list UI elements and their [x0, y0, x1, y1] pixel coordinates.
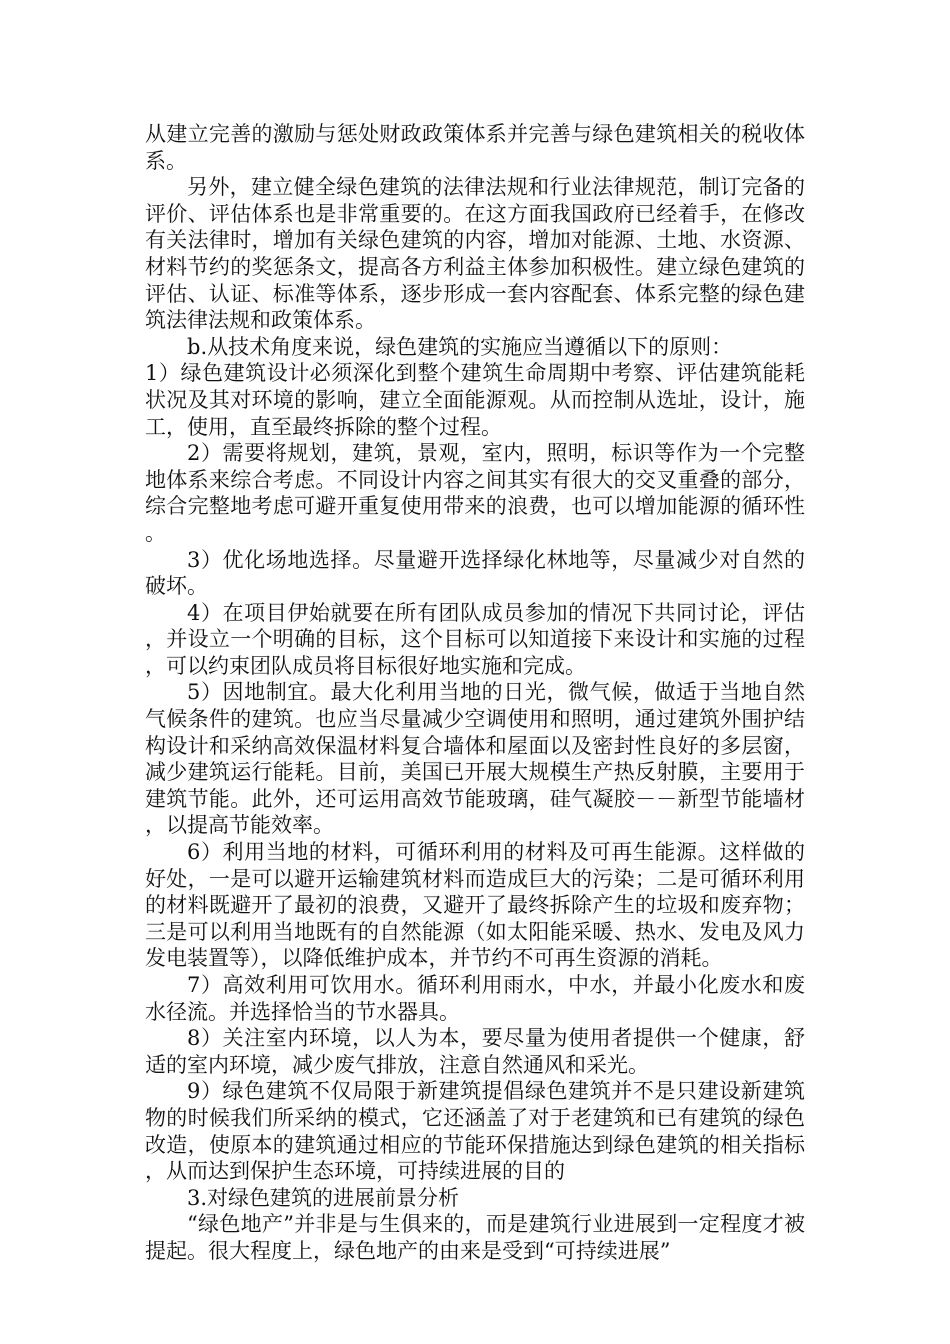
paragraph-principle-8: 8）关注室内环境，以人为本，要尽量为使用者提供一个健康，舒适的室内环境，减少废气排放，注意自然通风和采光。 — [145, 1026, 805, 1077]
paragraph-principle-4: 4）在项目伊始就要在所有团队成员参加的情况下共同讨论，评估，并设立一个明确的目标，这个目标可以知道接下来设计和实施的过程，可以约束团队成员将目标很好地实施和完成。 — [145, 600, 805, 678]
paragraph-principle-9: 9）绿色建筑不仅局限于新建筑提倡绿色建筑并不是只建设新建筑物的时候我们所采纳的模式，它还涵盖了对于老建筑和已有建筑的绿色改造，使原本的建筑通过相应的节能环保措施达到绿色建筑的相关指标，从而达到保护生态环境，可持续进展的目的 — [145, 1079, 805, 1184]
paragraph-principle-3: 3）优化场地选择。尽量避开选择绿化林地等，尽量减少对自然的破坏。 — [145, 547, 805, 599]
paragraph-tax-system: 从建立完善的激励与惩处财政政策体系并完善与绿色建筑相关的税收体系。 — [145, 122, 805, 173]
paragraph-legal-framework: 另外，建立健全绿色建筑的法律法规和行业法律规范，制订完备的评价、评估体系也是非常重要的。在这方面我国政府已经着手，在修改有关法律时，增加有关绿色建筑的内容，增加对能源、土地、水资源、材料节约的奖惩条文，提高各方利益主体参加积极性。建立绿色建筑的评估、认证、标准等体系，逐步形成一套内容配套、体系完整的绿色建筑法律法规和政策体系。 — [145, 175, 805, 333]
paragraph-principle-5: 5）因地制宜。最大化利用当地的日光，微气候，做适于当地自然气候条件的建筑。也应当尽量减少空调使用和照明，通过建筑外围护结构设计和采纳高效保温材料复合墙体和屋面以及密封性良好的多层窗，减少建筑运行能耗。目前，美国已开展大规模生产热反射膜，主要用于建筑节能。此外，还可运用高效节能玻璃，硅气凝胶－－新型节能墙材，以提高节能效率。 — [145, 680, 805, 838]
paragraph-principle-2: 2）需要将规划，建筑，景观，室内，照明，标识等作为一个完整地体系来综合考虑。不同设计内容之间其实有很大的交叉重叠的部分，综合完整地考虑可避开重复使用带来的浪费，也可以增加能源的循环性。 — [145, 441, 805, 545]
paragraph-technical-principles-intro: b.从技术角度来说，绿色建筑的实施应当遵循以下的原则： — [187, 334, 733, 359]
section-heading-outlook: 3.对绿色建筑的进展前景分析 — [187, 1185, 460, 1210]
document-body — [145, 121, 805, 1265]
paragraph-principle-6: 6）利用当地的材料，可循环利用的材料及可再生能源。这样做的好处，一是可以避开运输建筑材料而造成巨大的污染；二是可循环利用的材料既避开了最初的浪费，又避开了最终拆除产生的垃圾和废弃物；三是可以利用当地既有的自然能源（如太阳能采暖、热水、发电及风力发电装置等），以降低维护成本，并节约不可再生资源的消耗。 — [145, 840, 805, 971]
paragraph-principle-7: 7）高效利用可饮用水。循环利用雨水，中水，并最小化废水和废水径流。并选择恰当的节水器具。 — [145, 973, 805, 1024]
paragraph-principle-1: 1）绿色建筑设计必须深化到整个建筑生命周期中考察、评估建筑能耗状况及其对环境的影响，建立全面能源观。从而控制从选址，设计，施工，使用，直至最终拆除的整个过程。 — [145, 361, 805, 439]
paragraph-green-real-estate: “绿色地产”并非是与生俱来的，而是建筑行业进展到一定程度才被提起。很大程度上，绿色地产的由来是受到“可持续进展” — [145, 1212, 805, 1263]
